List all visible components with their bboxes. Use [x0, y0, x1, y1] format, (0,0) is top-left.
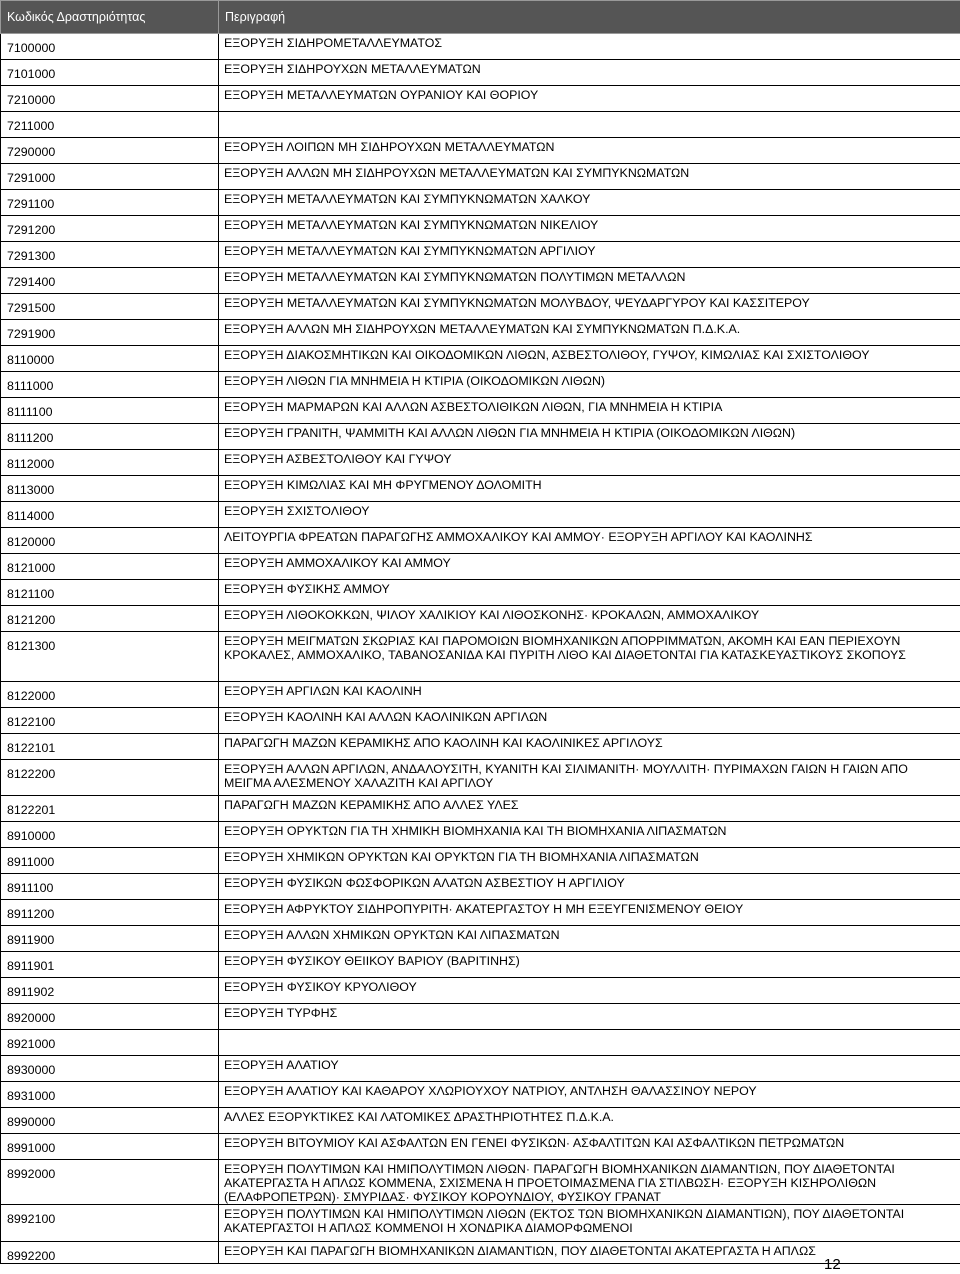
table-row	[1, 1108, 960, 1134]
description-cell: ΕΞΟΡΥΞΗ ΦΥΣΙΚΩΝ ΦΩΣΦΟΡΙΚΩΝ ΑΛΑΤΩΝ ΑΣΒΕΣΤΙΟΥ Η ΑΡΓΙΛΙΟΥ	[219, 874, 960, 900]
description-cell	[219, 112, 960, 138]
description-cell: ΕΞΟΡΥΞΗ ΠΟΛΥΤΙΜΩΝ ΚΑΙ ΗΜΙΠΟΛΥΤΙΜΩΝ ΛΙΘΩΝ (ΕΚΤΟΣ ΤΩΝ ΒΙΟΜΗΧΑΝΙΚΩΝ ΔΙΑΜΑΝΤΙΩΝ), ΠΟΥ ΔΙΑΘΕΤΟΝΤΑΙ ΑΚΑΤΕΡΓΑΣΤΟΙ Η ΑΠΛΩΣ ΚΟΜΜΕΝΟΙ Η ΧΟΝΔΡΙΚΑ ΔΙΑΜΟΡΦΩΜΕΝΟΙ	[219, 1205, 960, 1242]
header-row	[1, 1, 960, 34]
table-row	[1, 760, 960, 796]
activity-code-cell: 8911902	[1, 978, 219, 1004]
description-cell: ΕΞΟΡΥΞΗ ΑΛΛΩΝ ΧΗΜΙΚΩΝ ΟΡΥΚΤΩΝ ΚΑΙ ΛΙΠΑΣΜΑΤΩΝ	[219, 926, 960, 952]
activity-code-cell: 7291300	[1, 242, 219, 268]
activity-code-cell: 8111100	[1, 398, 219, 424]
table-row	[1, 874, 960, 900]
activity-code-cell: 8910000	[1, 822, 219, 848]
table-row	[1, 190, 960, 216]
activity-code-cell: 7291100	[1, 190, 219, 216]
activity-code-cell: 7291400	[1, 268, 219, 294]
activity-code-cell: 7101000	[1, 60, 219, 86]
table-row	[1, 554, 960, 580]
table-row	[1, 1056, 960, 1082]
table-row	[1, 112, 960, 138]
activity-code-cell: 7291500	[1, 294, 219, 320]
table-row	[1, 1160, 960, 1205]
table-row	[1, 952, 960, 978]
activity-code-cell: 8122000	[1, 682, 219, 708]
table-row	[1, 1134, 960, 1160]
activity-code-cell: 7291000	[1, 164, 219, 190]
activity-code-cell: 8931000	[1, 1082, 219, 1108]
description-cell: ΕΞΟΡΥΞΗ ΑΜΜΟΧΑΛΙΚΟΥ ΚΑΙ ΑΜΜΟΥ	[219, 554, 960, 580]
table-row	[1, 424, 960, 450]
table-row	[1, 320, 960, 346]
description-cell: ΕΞΟΡΥΞΗ ΜΕΤΑΛΛΕΥΜΑΤΩΝ ΚΑΙ ΣΥΜΠΥΚΝΩΜΑΤΩΝ ΑΡΓΙΛΙΟΥ	[219, 242, 960, 268]
description-cell: ΕΞΟΡΥΞΗ ΑΛΛΩΝ ΜΗ ΣΙΔΗΡΟΥΧΩΝ ΜΕΤΑΛΛΕΥΜΑΤΩΝ ΚΑΙ ΣΥΜΠΥΚΝΩΜΑΤΩΝ	[219, 164, 960, 190]
description-cell: ΕΞΟΡΥΞΗ ΣΙΔΗΡΟΜΕΤΑΛΛΕΥΜΑΤΟΣ	[219, 34, 960, 60]
activity-code-cell: 8930000	[1, 1056, 219, 1082]
activity-code-cell: 8121300	[1, 632, 219, 682]
activity-code-cell: 8111200	[1, 424, 219, 450]
table-row	[1, 138, 960, 164]
description-cell: ΕΞΟΡΥΞΗ ΛΙΘΟΚΟΚΚΩΝ, ΨΙΛΟΥ ΧΑΛΙΚΙΟΥ ΚΑΙ ΛΙΘΟΣΚΟΝΗΣ· ΚΡΟΚΑΛΩΝ, ΑΜΜΟΧΑΛΙΚΟΥ	[219, 606, 960, 632]
activity-code-cell: 8114000	[1, 502, 219, 528]
table-row	[1, 900, 960, 926]
table-row	[1, 372, 960, 398]
table-row	[1, 346, 960, 372]
activity-code-cell: 8992200	[1, 1242, 219, 1264]
table-body	[1, 34, 960, 1264]
description-cell: ΕΞΟΡΥΞΗ ΑΛΑΤΙΟΥ ΚΑΙ ΚΑΘΑΡΟΥ ΧΛΩΡΙΟΥΧΟΥ ΝΑΤΡΙΟΥ, ΑΝΤΛΗΣΗ ΘΑΛΑΣΣΙΝΟΥ ΝΕΡΟΥ	[219, 1082, 960, 1108]
description-cell: ΕΞΟΡΥΞΗ ΑΛΛΩΝ ΑΡΓΙΛΩΝ, ΑΝΔΑΛΟΥΣΙΤΗ, ΚΥΑΝΙΤΗ ΚΑΙ ΣΙΛΙΜΑΝΙΤΗ· ΜΟΥΛΛΙΤΗ· ΠΥΡΙΜΑΧΩΝ ΓΑΙΩΝ Η ΓΑΙΩΝ ΑΠΟ ΜΕΙΓΜΑ ΑΛΕΣΜΕΝΟΥ ΧΑΛΑΖΙΤΗ ΚΑΙ ΑΡΓΙΛΟΥ	[219, 760, 960, 796]
activity-code-cell: 7291900	[1, 320, 219, 346]
description-cell: ΕΞΟΡΥΞΗ ΒΙΤΟΥΜΙΟΥ ΚΑΙ ΑΣΦΑΛΤΩΝ ΕΝ ΓΕΝΕΙ ΦΥΣΙΚΩΝ· ΑΣΦΑΛΤΙΤΩΝ ΚΑΙ ΑΣΦΑΛΤΙΚΩΝ ΠΕΤΡΩΜΑΤΩΝ	[219, 1134, 960, 1160]
table-row	[1, 708, 960, 734]
activity-code-cell: 8911901	[1, 952, 219, 978]
description-cell: ΕΞΟΡΥΞΗ ΜΕΤΑΛΛΕΥΜΑΤΩΝ ΚΑΙ ΣΥΜΠΥΚΝΩΜΑΤΩΝ ΠΟΛΥΤΙΜΩΝ ΜΕΤΑΛΛΩΝ	[219, 268, 960, 294]
header-activity-code: Κωδικός Δραστηριότητας	[1, 1, 219, 34]
description-cell: ΕΞΟΡΥΞΗ ΚΑΟΛΙΝΗ ΚΑΙ ΑΛΛΩΝ ΚΑΟΛΙΝΙΚΩΝ ΑΡΓΙΛΩΝ	[219, 708, 960, 734]
description-cell: ΑΛΛΕΣ ΕΞΟΡΥΚΤΙΚΕΣ ΚΑΙ ΛΑΤΟΜΙΚΕΣ ΔΡΑΣΤΗΡΙΟΤΗΤΕΣ Π.Δ.Κ.Α.	[219, 1108, 960, 1134]
activity-code-cell: 7291200	[1, 216, 219, 242]
activity-code-cell: 8122100	[1, 708, 219, 734]
activity-code-cell: 8110000	[1, 346, 219, 372]
activity-code-cell: 8921000	[1, 1030, 219, 1056]
table-row	[1, 734, 960, 760]
activity-code-cell: 8121100	[1, 580, 219, 606]
activity-code-cell: 8992100	[1, 1205, 219, 1242]
table-row	[1, 848, 960, 874]
table-row	[1, 528, 960, 554]
description-cell: ΕΞΟΡΥΞΗ ΚΙΜΩΛΙΑΣ ΚΑΙ ΜΗ ΦΡΥΓΜΕΝΟΥ ΔΟΛΟΜΙΤΗ	[219, 476, 960, 502]
activity-code-cell: 8911200	[1, 900, 219, 926]
description-cell: ΕΞΟΡΥΞΗ ΦΥΣΙΚΗΣ ΑΜΜΟΥ	[219, 580, 960, 606]
table-row	[1, 450, 960, 476]
description-cell: ΕΞΟΡΥΞΗ ΑΡΓΙΛΩΝ ΚΑΙ ΚΑΟΛΙΝΗ	[219, 682, 960, 708]
description-cell: ΕΞΟΡΥΞΗ ΔΙΑΚΟΣΜΗΤΙΚΩΝ ΚΑΙ ΟΙΚΟΔΟΜΙΚΩΝ ΛΙΘΩΝ, ΑΣΒΕΣΤΟΛΙΘΟΥ, ΓΥΨΟΥ, ΚΙΜΩΛΙΑΣ ΚΑΙ ΣΧΙΣΤΟΛΙΘΟΥ	[219, 346, 960, 372]
description-cell: ΕΞΟΡΥΞΗ ΤΥΡΦΗΣ	[219, 1004, 960, 1030]
activity-code-cell: 8111000	[1, 372, 219, 398]
description-cell: ΕΞΟΡΥΞΗ ΜΕΤΑΛΛΕΥΜΑΤΩΝ ΚΑΙ ΣΥΜΠΥΚΝΩΜΑΤΩΝ ΝΙΚΕΛΙΟΥ	[219, 216, 960, 242]
description-cell: ΕΞΟΡΥΞΗ ΜΕΤΑΛΛΕΥΜΑΤΩΝ ΚΑΙ ΣΥΜΠΥΚΝΩΜΑΤΩΝ ΜΟΛΥΒΔΟΥ, ΨΕΥΔΑΡΓΥΡΟΥ ΚΑΙ ΚΑΣΣΙΤΕΡΟΥ	[219, 294, 960, 320]
activity-code-cell: 8122201	[1, 796, 219, 822]
description-cell: ΕΞΟΡΥΞΗ ΧΗΜΙΚΩΝ ΟΡΥΚΤΩΝ ΚΑΙ ΟΡΥΚΤΩΝ ΓΙΑ ΤΗ ΒΙΟΜΗΧΑΝΙΑ ΛΙΠΑΣΜΑΤΩΝ	[219, 848, 960, 874]
table-row	[1, 242, 960, 268]
description-cell: ΕΞΟΡΥΞΗ ΦΥΣΙΚΟΥ ΘΕΙΙΚΟΥ ΒΑΡΙΟΥ (ΒΑΡΙΤΙΝΗΣ)	[219, 952, 960, 978]
description-cell: ΕΞΟΡΥΞΗ ΜΕΤΑΛΛΕΥΜΑΤΩΝ ΚΑΙ ΣΥΜΠΥΚΝΩΜΑΤΩΝ ΧΑΛΚΟΥ	[219, 190, 960, 216]
activity-code-cell: 8121200	[1, 606, 219, 632]
description-cell: ΕΞΟΡΥΞΗ ΣΙΔΗΡΟΥΧΩΝ ΜΕΤΑΛΛΕΥΜΑΤΩΝ	[219, 60, 960, 86]
activity-code-cell: 7100000	[1, 34, 219, 60]
activity-code-cell: 8122200	[1, 760, 219, 796]
table-row	[1, 1030, 960, 1056]
description-cell: ΠΑΡΑΓΩΓΗ ΜΑΖΩΝ ΚΕΡΑΜΙΚΗΣ ΑΠΟ ΑΛΛΕΣ ΥΛΕΣ	[219, 796, 960, 822]
table-row	[1, 86, 960, 112]
description-cell: ΕΞΟΡΥΞΗ ΜΑΡΜΑΡΩΝ ΚΑΙ ΑΛΛΩΝ ΑΣΒΕΣΤΟΛΙΘΙΚΩΝ ΛΙΘΩΝ, ΓΙΑ ΜΝΗΜΕΙΑ Η ΚΤΙΡΙΑ	[219, 398, 960, 424]
table-row	[1, 632, 960, 682]
description-cell: ΕΞΟΡΥΞΗ ΑΦΡΥΚΤΟΥ ΣΙΔΗΡΟΠΥΡΙΤΗ· ΑΚΑΤΕΡΓΑΣΤΟΥ Η ΜΗ ΕΞΕΥΓΕΝΙΣΜΕΝΟΥ ΘΕΙΟΥ	[219, 900, 960, 926]
table-row	[1, 268, 960, 294]
table-row	[1, 164, 960, 190]
table-row	[1, 926, 960, 952]
page-number: 12	[824, 1256, 841, 1273]
table-row	[1, 978, 960, 1004]
activity-code-cell: 8122101	[1, 734, 219, 760]
description-cell: ΕΞΟΡΥΞΗ ΛΙΘΩΝ ΓΙΑ ΜΝΗΜΕΙΑ Η ΚΤΙΡΙΑ (ΟΙΚΟΔΟΜΙΚΩΝ ΛΙΘΩΝ)	[219, 372, 960, 398]
description-cell: ΕΞΟΡΥΞΗ ΚΑΙ ΠΑΡΑΓΩΓΗ ΒΙΟΜΗΧΑΝΙΚΩΝ ΔΙΑΜΑΝΤΙΩΝ, ΠΟΥ ΔΙΑΘΕΤΟΝΤΑΙ ΑΚΑΤΕΡΓΑΣΤΑ Η ΑΠΛΩΣ	[219, 1242, 960, 1264]
table-row	[1, 606, 960, 632]
table-row	[1, 1004, 960, 1030]
activity-code-cell: 8112000	[1, 450, 219, 476]
description-cell: ΕΞΟΡΥΞΗ ΓΡΑΝΙΤΗ, ΨΑΜΜΙΤΗ ΚΑΙ ΑΛΛΩΝ ΛΙΘΩΝ ΓΙΑ ΜΝΗΜΕΙΑ Η ΚΤΙΡΙΑ (ΟΙΚΟΔΟΜΙΚΩΝ ΛΙΘΩΝ)	[219, 424, 960, 450]
table-row	[1, 1082, 960, 1108]
activity-code-cell: 7290000	[1, 138, 219, 164]
description-cell: ΕΞΟΡΥΞΗ ΛΟΙΠΩΝ ΜΗ ΣΙΔΗΡΟΥΧΩΝ ΜΕΤΑΛΛΕΥΜΑΤΩΝ	[219, 138, 960, 164]
description-cell: ΕΞΟΡΥΞΗ ΑΛΑΤΙΟΥ	[219, 1056, 960, 1082]
activity-code-cell: 8911000	[1, 848, 219, 874]
description-cell: ΕΞΟΡΥΞΗ ΠΟΛΥΤΙΜΩΝ ΚΑΙ ΗΜΙΠΟΛΥΤΙΜΩΝ ΛΙΘΩΝ· ΠΑΡΑΓΩΓΗ ΒΙΟΜΗΧΑΝΙΚΩΝ ΔΙΑΜΑΝΤΙΩΝ, ΠΟΥ ΔΙΑΘΕΤΟΝΤΑΙ ΑΚΑΤΕΡΓΑΣΤΑ Η ΑΠΛΩΣ ΚΟΜΜΕΝΑ, ΣΧΙΣΜΕΝΑ Η ΠΡΟΕΤΟΙΜΑΣΜΕΝΑ ΓΙΑ ΣΤΙΛΒΩΣΗ· ΕΞΟΡΥΞΗ ΚΙΣΗΡΟΛΙΘΩΝ (ΕΛΑΦΡΟΠΕΤΡΩΝ)· ΣΜΥΡΙΔΑΣ· ΦΥΣΙΚΟΥ ΚΟΡΟΥΝΔΙΟΥ, ΦΥΣΙΚΟΥ ΓΡΑΝΑΤ	[219, 1160, 960, 1205]
activity-code-cell: 8911900	[1, 926, 219, 952]
table-row	[1, 682, 960, 708]
table-row	[1, 822, 960, 848]
table-row	[1, 216, 960, 242]
table-row	[1, 34, 960, 60]
table-row	[1, 1242, 960, 1264]
description-cell: ΛΕΙΤΟΥΡΓΙΑ ΦΡΕΑΤΩΝ ΠΑΡΑΓΩΓΗΣ ΑΜΜΟΧΑΛΙΚΟΥ ΚΑΙ ΑΜΜΟΥ· ΕΞΟΡΥΞΗ ΑΡΓΙΛΟΥ ΚΑΙ ΚΑΟΛΙΝΗΣ	[219, 528, 960, 554]
description-cell: ΕΞΟΡΥΞΗ ΟΡΥΚΤΩΝ ΓΙΑ ΤΗ ΧΗΜΙΚΗ ΒΙΟΜΗΧΑΝΙΑ ΚΑΙ ΤΗ ΒΙΟΜΗΧΑΝΙΑ ΛΙΠΑΣΜΑΤΩΝ	[219, 822, 960, 848]
activity-code-cell: 8920000	[1, 1004, 219, 1030]
table-row	[1, 60, 960, 86]
description-cell: ΕΞΟΡΥΞΗ ΦΥΣΙΚΟΥ ΚΡΥΟΛΙΘΟΥ	[219, 978, 960, 1004]
table-row	[1, 796, 960, 822]
activity-code-cell: 8992000	[1, 1160, 219, 1205]
description-cell: ΠΑΡΑΓΩΓΗ ΜΑΖΩΝ ΚΕΡΑΜΙΚΗΣ ΑΠΟ ΚΑΟΛΙΝΗ ΚΑΙ ΚΑΟΛΙΝΙΚΕΣ ΑΡΓΙΛΟΥΣ	[219, 734, 960, 760]
table-row	[1, 502, 960, 528]
activity-code-cell: 7210000	[1, 86, 219, 112]
header-description: Περιγραφή	[219, 1, 960, 34]
description-cell: ΕΞΟΡΥΞΗ ΣΧΙΣΤΟΛΙΘΟΥ	[219, 502, 960, 528]
table-row	[1, 580, 960, 606]
activity-code-cell: 8911100	[1, 874, 219, 900]
description-cell	[219, 1030, 960, 1056]
activity-code-cell: 8121000	[1, 554, 219, 580]
table-row	[1, 398, 960, 424]
activity-code-cell: 8113000	[1, 476, 219, 502]
table-row	[1, 1205, 960, 1242]
activity-code-cell: 8991000	[1, 1134, 219, 1160]
description-cell: ΕΞΟΡΥΞΗ ΑΣΒΕΣΤΟΛΙΘΟΥ ΚΑΙ ΓΥΨΟΥ	[219, 450, 960, 476]
activity-code-cell: 8990000	[1, 1108, 219, 1134]
activity-code-cell: 7211000	[1, 112, 219, 138]
table-header	[1, 1, 960, 34]
description-cell: ΕΞΟΡΥΞΗ ΜΕΙΓΜΑΤΩΝ ΣΚΩΡΙΑΣ ΚΑΙ ΠΑΡΟΜΟΙΩΝ ΒΙΟΜΗΧΑΝΙΚΩΝ ΑΠΟΡΡΙΜΜΑΤΩΝ, ΑΚΟΜΗ ΚΑΙ ΕΑΝ ΠΕΡΙΕΧΟΥΝ ΚΡΟΚΑΛΕΣ, ΑΜΜΟΧΑΛΙΚΟ, ΤΑΒΑΝΟΣΑΝΙΔΑ ΚΑΙ ΠΥΡΙΤΗ ΛΙΘΟ ΚΑΙ ΔΙΑΘΕΤΟΝΤΑΙ ΓΙΑ ΚΑΤΑΣΚΕΥΑΣΤΙΚΟΥΣ ΣΚΟΠΟΥΣ	[219, 632, 960, 682]
description-cell: ΕΞΟΡΥΞΗ ΑΛΛΩΝ ΜΗ ΣΙΔΗΡΟΥΧΩΝ ΜΕΤΑΛΛΕΥΜΑΤΩΝ ΚΑΙ ΣΥΜΠΥΚΝΩΜΑΤΩΝ Π.Δ.Κ.Α.	[219, 320, 960, 346]
table-row	[1, 476, 960, 502]
activity-code-cell: 8120000	[1, 528, 219, 554]
table-row	[1, 294, 960, 320]
description-cell: ΕΞΟΡΥΞΗ ΜΕΤΑΛΛΕΥΜΑΤΩΝ ΟΥΡΑΝΙΟΥ ΚΑΙ ΘΟΡΙΟΥ	[219, 86, 960, 112]
